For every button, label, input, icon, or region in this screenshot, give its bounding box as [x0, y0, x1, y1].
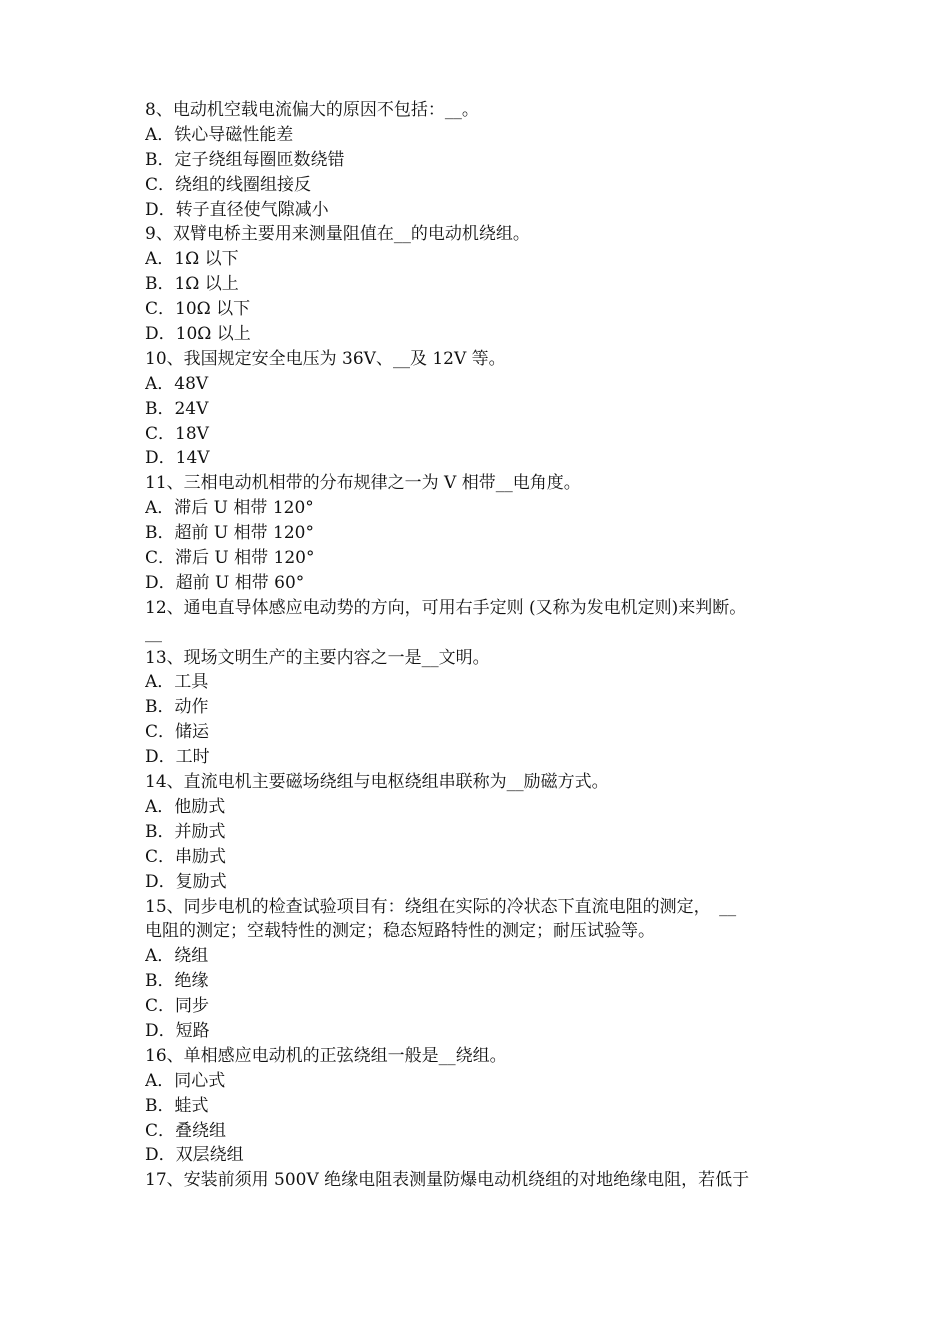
answer-option: A．铁心导磁性能差: [145, 124, 294, 145]
question-stem: 16、单相感应电动机的正弦绕组一般是__绕组。: [145, 1045, 507, 1066]
question-stem: 17、安装前须用 500V 绝缘电阻表测量防爆电动机绕组的对地绝缘电阻，若低于: [145, 1170, 750, 1191]
answer-option: A．同心式: [145, 1070, 226, 1091]
answer-option: B．定子绕组每圈匝数绕错: [145, 149, 345, 170]
question-stem: 12、通电直导体感应电动势的方向，可用右手定则 (又称为发电机定则)来判断。: [145, 597, 747, 618]
answer-option: A．绕组: [145, 946, 209, 967]
question-stem: 9、双臂电桥主要用来测量阻值在__的电动机绕组。: [145, 224, 530, 245]
answer-option: B．24V: [145, 398, 209, 419]
answer-option: D．双层绕组: [145, 1145, 244, 1166]
answer-option: D．短路: [145, 1020, 210, 1041]
answer-option: B．动作: [145, 697, 209, 718]
answer-option: C．10Ω 以下: [145, 299, 251, 320]
answer-option: C．滞后 U 相带 120°: [145, 548, 315, 569]
answer-option: B．绝缘: [145, 971, 209, 992]
question-stem-continuation: __: [145, 622, 162, 643]
document-page: [145, 98, 810, 1193]
answer-option: C．储运: [145, 722, 210, 743]
answer-option: D．10Ω 以上: [145, 324, 251, 345]
answer-option: A．工具: [145, 672, 209, 693]
question-stem-continuation: 电阻的测定；空载特性的测定；稳态短路特性的测定；耐压试验等。: [145, 921, 655, 942]
answer-option: C．同步: [145, 996, 210, 1017]
question-stem: 8、电动机空载电流偏大的原因不包括：__。: [145, 100, 479, 120]
answer-option: B．1Ω 以上: [145, 274, 239, 295]
answer-option: D．14V: [145, 448, 210, 469]
answer-option: A．他励式: [145, 796, 226, 817]
answer-option: A．1Ω 以下: [145, 249, 239, 270]
answer-option: B．并励式: [145, 821, 226, 842]
question-stem: 11、三相电动机相带的分布规律之一为 V 相带__电角度。: [145, 473, 581, 494]
answer-option: A．48V: [145, 373, 209, 394]
answer-option: C．18V: [145, 423, 209, 444]
answer-option: A．滞后 U 相带 120°: [145, 498, 314, 519]
answer-option: D．转子直径使气隙减小: [145, 199, 329, 220]
answer-option: B．超前 U 相带 120°: [145, 523, 314, 544]
answer-option: C．叠绕组: [145, 1120, 227, 1141]
answer-option: D．工时: [145, 747, 210, 768]
answer-option: C．绕组的线圈组接反: [145, 174, 312, 195]
answer-option: D．超前 U 相带 60°: [145, 572, 305, 593]
question-stem: 14、直流电机主要磁场绕组与电枢绕组串联称为__励磁方式。: [145, 772, 609, 793]
question-stem: 15、同步电机的检查试验项目有：绕组在实际的冷状态下直流电阻的测定， __: [145, 896, 737, 917]
question-stem: 10、我国规定安全电压为 36V、__及 12V 等。: [145, 348, 506, 369]
answer-option: C．串励式: [145, 846, 227, 867]
answer-option: D．复励式: [145, 871, 227, 892]
question-stem: 13、现场文明生产的主要内容之一是__文明。: [145, 647, 490, 668]
answer-option: B．蛙式: [145, 1095, 209, 1116]
